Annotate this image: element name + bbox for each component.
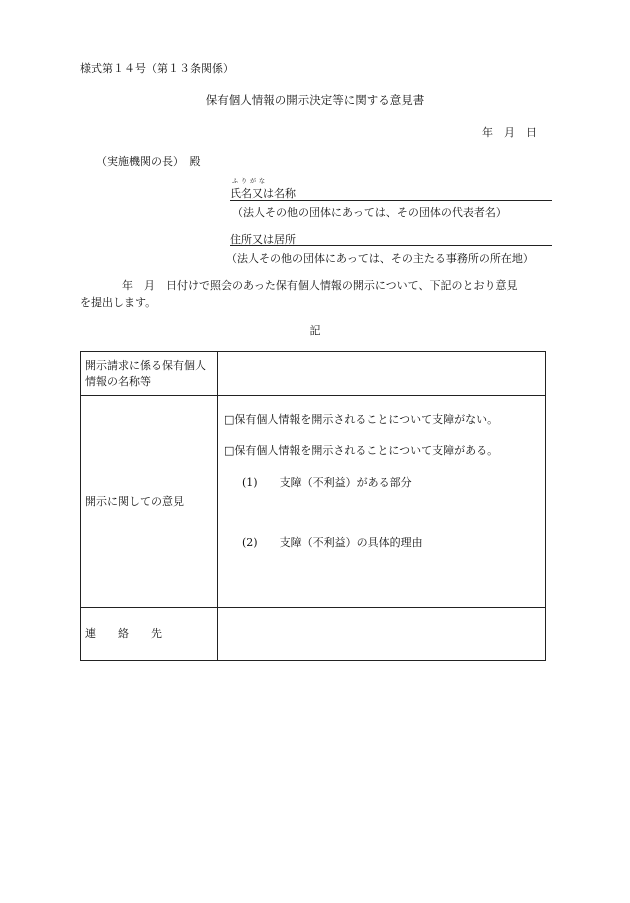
name-underline[interactable] xyxy=(230,200,552,201)
table-row xyxy=(81,396,546,608)
body-text-line-2: を提出します。 xyxy=(80,296,157,309)
sub-item-2: (2) 支障（不利益）の具体的理由 xyxy=(242,536,423,549)
name-label: 氏名又は名称 xyxy=(230,187,296,200)
opinion-table xyxy=(80,351,546,661)
contact-label: 連 絡 先 xyxy=(81,608,218,661)
address-underline[interactable] xyxy=(230,245,552,246)
form-number: 様式第１４号（第１３条関係） xyxy=(80,62,234,75)
addressee: （実施機関の長） 殿 xyxy=(96,155,201,168)
ki-heading: 記 xyxy=(309,324,321,337)
table-row xyxy=(81,608,546,661)
opinion-cell[interactable] xyxy=(218,396,546,608)
opinion-label: 開示に関しての意見 xyxy=(81,396,218,608)
name-note: （法人その他の団体にあっては、その団体の代表者名） xyxy=(232,206,507,219)
name-ruby: ふりがな xyxy=(232,178,269,185)
info-name-cell[interactable] xyxy=(218,352,546,396)
option-no-hindrance[interactable]: □保有個人情報を開示されることについて支障がない。 xyxy=(224,413,499,426)
sub-item-1: (1) 支障（不利益）がある部分 xyxy=(242,476,412,489)
body-text-line-1: 年 月 日付けで照会のあった保有個人情報の開示について、下記のとおり意見 xyxy=(122,279,518,292)
contact-cell[interactable] xyxy=(218,608,546,661)
info-name-label: 開示請求に係る保有個人情報の名称等 xyxy=(81,352,218,396)
address-label: 住所又は居所 xyxy=(230,233,296,246)
option-hindrance[interactable]: □保有個人情報を開示されることについて支障がある。 xyxy=(224,444,499,457)
table-row xyxy=(81,352,546,396)
date-line: 年 月 日 xyxy=(482,126,537,139)
address-note: （法人その他の団体にあっては、その主たる事務所の所在地） xyxy=(226,252,534,265)
document-title: 保有個人情報の開示決定等に関する意見書 xyxy=(205,93,425,107)
